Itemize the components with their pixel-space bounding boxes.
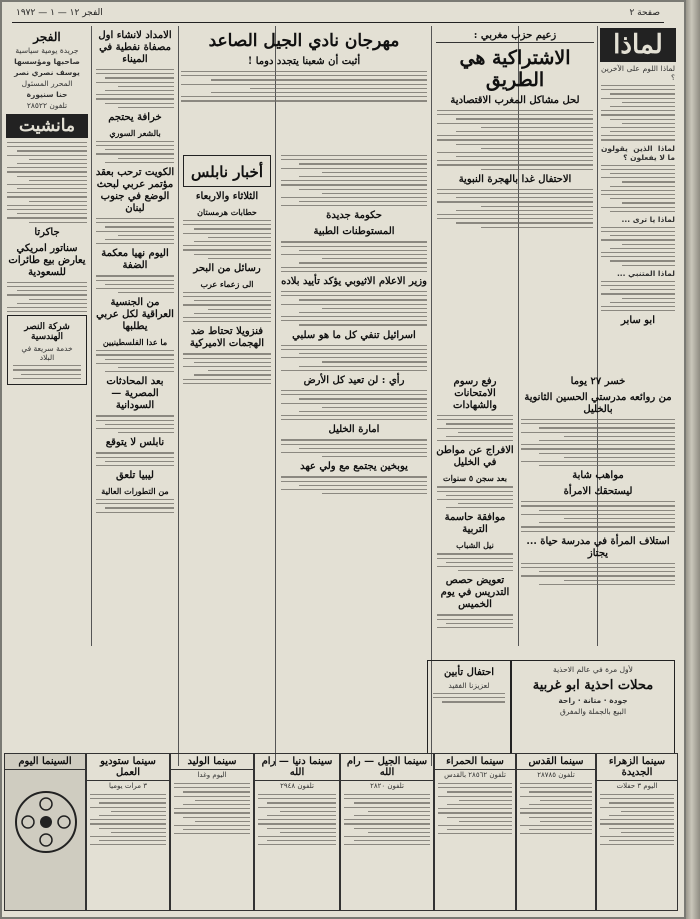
company-line: خدمة سريعة في البلاد	[21, 344, 73, 363]
headline-cabinet: المستوطنات الطبية	[313, 226, 395, 238]
company-ad	[7, 315, 87, 385]
text-block	[183, 292, 271, 323]
shoe-ad	[511, 660, 675, 754]
text-block	[7, 282, 87, 313]
text-block	[96, 415, 174, 433]
text-block	[181, 71, 427, 102]
cinema-studio	[86, 753, 170, 911]
cinema-name: سينما ستوديو العمل	[87, 754, 169, 781]
cinema-sub: اليوم وغدا	[197, 771, 227, 779]
headline-palest: ما عدا الفلسطينيين	[102, 337, 168, 348]
text-block	[13, 365, 81, 379]
cinema-sub: تلفون ٢٨٢٠	[370, 782, 404, 790]
text-block	[90, 794, 166, 845]
headline-youth: موافقة حاسمة التربية	[444, 512, 506, 536]
cinema-sub: اليوم ٣ حفلات	[616, 782, 658, 790]
headline-dam: خرافة يحتجم	[108, 111, 162, 123]
cinema-hamra	[434, 753, 516, 911]
headline-teach: نيل الشباب	[456, 540, 494, 551]
festival-subhead: أثبت أن شعبنا يتجدد دوما !	[247, 56, 361, 67]
headline-award: ليستحقك الامرأة	[563, 486, 633, 498]
text-block	[437, 189, 593, 228]
cinema-today	[4, 753, 86, 911]
shoe-ad-title: محلات احذية ابو غربية	[532, 678, 654, 693]
text-block	[96, 452, 174, 466]
cinema-name: سينما دنيا — رام الله	[255, 754, 339, 781]
arab-news-column	[93, 26, 177, 746]
text-block	[437, 110, 593, 170]
text-block	[437, 553, 513, 571]
headline-paper: حكومة جديدة	[326, 210, 382, 222]
cinema-name: السينما اليوم	[5, 754, 85, 770]
text-block	[258, 794, 336, 845]
headline-letter: رسائل من البحر	[193, 262, 261, 274]
text-block	[281, 345, 427, 371]
cinema-name: سينما الجيل — رام الله	[341, 754, 433, 781]
text-block	[281, 241, 427, 272]
lammatha-q3: لماذا المتنبي ...	[616, 268, 675, 278]
headline-talent: مواهب شابة	[572, 470, 624, 482]
film-reel-icon	[7, 772, 85, 882]
text-block	[437, 415, 513, 441]
headline-rain: اليوم نهيا معكمة الضفة	[101, 248, 169, 272]
festival-kicker: مهرجان نادي الجيل الصاعد	[208, 31, 400, 51]
headline-oil: الامداد لانشاء اول مصفاة نفطية في الميناء	[98, 30, 172, 65]
cinema-sub: ٣ مرات يوميا	[109, 782, 147, 790]
party-subhead: لحل مشاكل المغرب الاقتصادية	[450, 95, 580, 106]
text-block	[520, 783, 592, 834]
headline-sud: بالشعر السوري	[109, 127, 161, 138]
akhbar-title: أخبار نابلس	[190, 163, 263, 181]
report-column	[518, 372, 678, 652]
binding-edge	[686, 0, 700, 919]
cinema-sub: تلفون ٢٨٥٦٢ بالقدس	[444, 771, 506, 779]
text-block	[437, 486, 513, 508]
paper-phone: تلفون ٢٨٥٢٢	[26, 101, 68, 110]
issue-date: الفجر ١٢ — ١ — ١٩٧٢	[16, 8, 103, 18]
text-block	[174, 783, 250, 834]
cinema-sub: تلفون ٢٨٧٨٥	[537, 771, 575, 779]
akhbar-column	[180, 152, 274, 752]
page-number: صفحة ٢	[629, 8, 660, 18]
headline-iraq: من الجنسية العراقية لكل عربي يطلبها	[96, 297, 174, 333]
text-block	[437, 614, 513, 628]
text-block	[601, 227, 675, 266]
text-block	[281, 476, 427, 494]
shoe-ad-line3: البيع بالجملة والمفرق	[559, 707, 627, 716]
headline-date: يوبخين يجتمع مع ولي عهد	[300, 461, 408, 473]
text-block	[521, 419, 675, 466]
akhbar-h2: حطابات هرمستان	[197, 207, 257, 217]
cinema-name: سينما الحمراء	[435, 754, 515, 770]
cinema-jeel	[340, 753, 434, 911]
text-block	[183, 353, 271, 384]
cinema-name: سينما الزهراء الجديدة	[597, 754, 677, 781]
manchet-banner: مانشيت	[6, 114, 88, 138]
akhbar-box	[183, 155, 271, 187]
cinema-quds	[516, 753, 596, 911]
text-block	[96, 350, 174, 372]
cinema-walid	[170, 753, 254, 911]
text-block	[601, 281, 675, 312]
info-column	[4, 26, 90, 746]
party-kicker: زعيم حزب مغربي :	[436, 30, 594, 43]
news-column-lower	[434, 372, 516, 652]
festival-body	[278, 152, 430, 752]
text-block	[521, 501, 675, 532]
obituary-line: لعزيزنا الفقيد	[448, 681, 490, 690]
cinema-zahraa	[596, 753, 678, 911]
shoe-ad-line1: لأول مرة في عالم الاحذية	[553, 665, 633, 674]
column-rule	[431, 26, 432, 766]
text-block	[281, 439, 427, 457]
paper-title: الفجر	[33, 30, 61, 44]
headline-cheque: الافراج عن مواطن في الخليل	[436, 445, 514, 469]
cinema-sub: تلفون ٢٩٤٨	[280, 782, 314, 790]
text-block	[96, 275, 174, 293]
lammatha-q1: لماذا الذين يقولون ما لا يفعلون ؟	[601, 143, 675, 162]
headline-oath: الكويت ترحب بعقد مؤتمر عربي لبحث الوضع في جنوب لبنان	[95, 167, 175, 214]
obituary-title: احتفال تأبين	[443, 667, 495, 678]
akhbar-h1: الثلاثاء والاربعاء	[195, 191, 259, 202]
company-name: شركة النصر الهندسية	[24, 322, 70, 343]
headline-libya: ليبيا تلعق	[116, 470, 154, 482]
shoe-ad-line2: جودة · متانة · راحة	[558, 696, 628, 705]
paper-line1: جريدة يومية سياسية	[15, 46, 79, 55]
headline-gas: خسر ٢٧ يوما	[570, 376, 626, 387]
cinema-name: سينما الوليد	[171, 754, 253, 770]
column-rule	[91, 26, 92, 646]
obituary	[427, 660, 511, 754]
lammatha-masthead: لماذا	[600, 28, 676, 62]
headline-chat: اسرائيل تنفي كل ما هو سلبي	[292, 329, 416, 341]
paper-line2: صاحبها ومؤسسها	[14, 57, 80, 66]
text-block	[281, 390, 427, 421]
text-block	[600, 794, 674, 845]
lammatha-intro: لماذا اللوم على الآخرين ؟	[601, 64, 675, 82]
headline-senator: سناتور امريكي يعارض بيع طائرات للسعودية	[8, 242, 86, 278]
paper-line4: المحرر المسئول	[21, 79, 73, 88]
text-block	[281, 155, 427, 206]
text-block	[183, 220, 271, 259]
headline-boat: فنزويلا تحتاط ضد الهجمات الاميركية	[189, 326, 265, 350]
party-column	[434, 26, 596, 371]
lammatha-q2: لماذا يا ترى ...	[621, 214, 675, 224]
text-block	[96, 141, 174, 163]
headline-mail: الى زعماء عرب	[200, 278, 254, 289]
cinema-dunya	[254, 753, 340, 911]
text-block	[96, 499, 174, 513]
text-block	[438, 783, 512, 834]
paper-line5: حنا سنيورة	[26, 90, 68, 99]
headline-round: رأي : لن تعيد كل الأرض	[303, 374, 405, 386]
festival-column	[178, 26, 430, 146]
cinema-name: سينما القدس	[517, 754, 595, 770]
headline-fast: امارة الخليل	[328, 424, 380, 436]
text-block	[7, 142, 87, 223]
lammatha-signature: ابو سابر	[621, 315, 655, 327]
headline-tel: تعويض حصص التدريس في يوم الخميس	[440, 575, 510, 611]
headline-nuclear: الاحتفال غدا بالهجرة النبوية	[458, 173, 572, 185]
headline-tourist: رفع رسوم الامتحانات والشهادات	[453, 376, 497, 411]
text-block	[344, 794, 430, 845]
headline-tour: من التطورات العالية	[101, 486, 169, 497]
page-header	[12, 8, 664, 23]
text-block	[96, 218, 174, 244]
party-headline: الاشتراكية هي الطريق	[459, 47, 571, 91]
newspaper-page	[2, 2, 684, 917]
headline-sentence: بعد سجن ٥ سنوات	[443, 473, 507, 484]
headline-jakarta: جاكرتا	[34, 226, 60, 238]
text-block	[601, 165, 675, 212]
headline-sea: نابلس لا يتوقع	[105, 437, 165, 449]
paper-line3: يوسف نصري نصر	[14, 68, 80, 77]
text-block	[433, 693, 505, 703]
text-block	[521, 563, 675, 585]
headline-lead: استلاف المرأة في مدرسة حياة ... يجتاز	[526, 535, 670, 559]
headline-gold: وزير الاعلام الاثيوبي يؤكد تأييد بلاده	[281, 275, 427, 287]
text-block	[601, 85, 675, 141]
headline-school: من روائعه مدرستي الحسين الثانوية بالخليل	[524, 392, 672, 415]
headline-boycott: بعد المحادثات المصرية — السودانية	[106, 376, 164, 412]
text-block	[281, 291, 427, 326]
text-block	[96, 69, 174, 108]
